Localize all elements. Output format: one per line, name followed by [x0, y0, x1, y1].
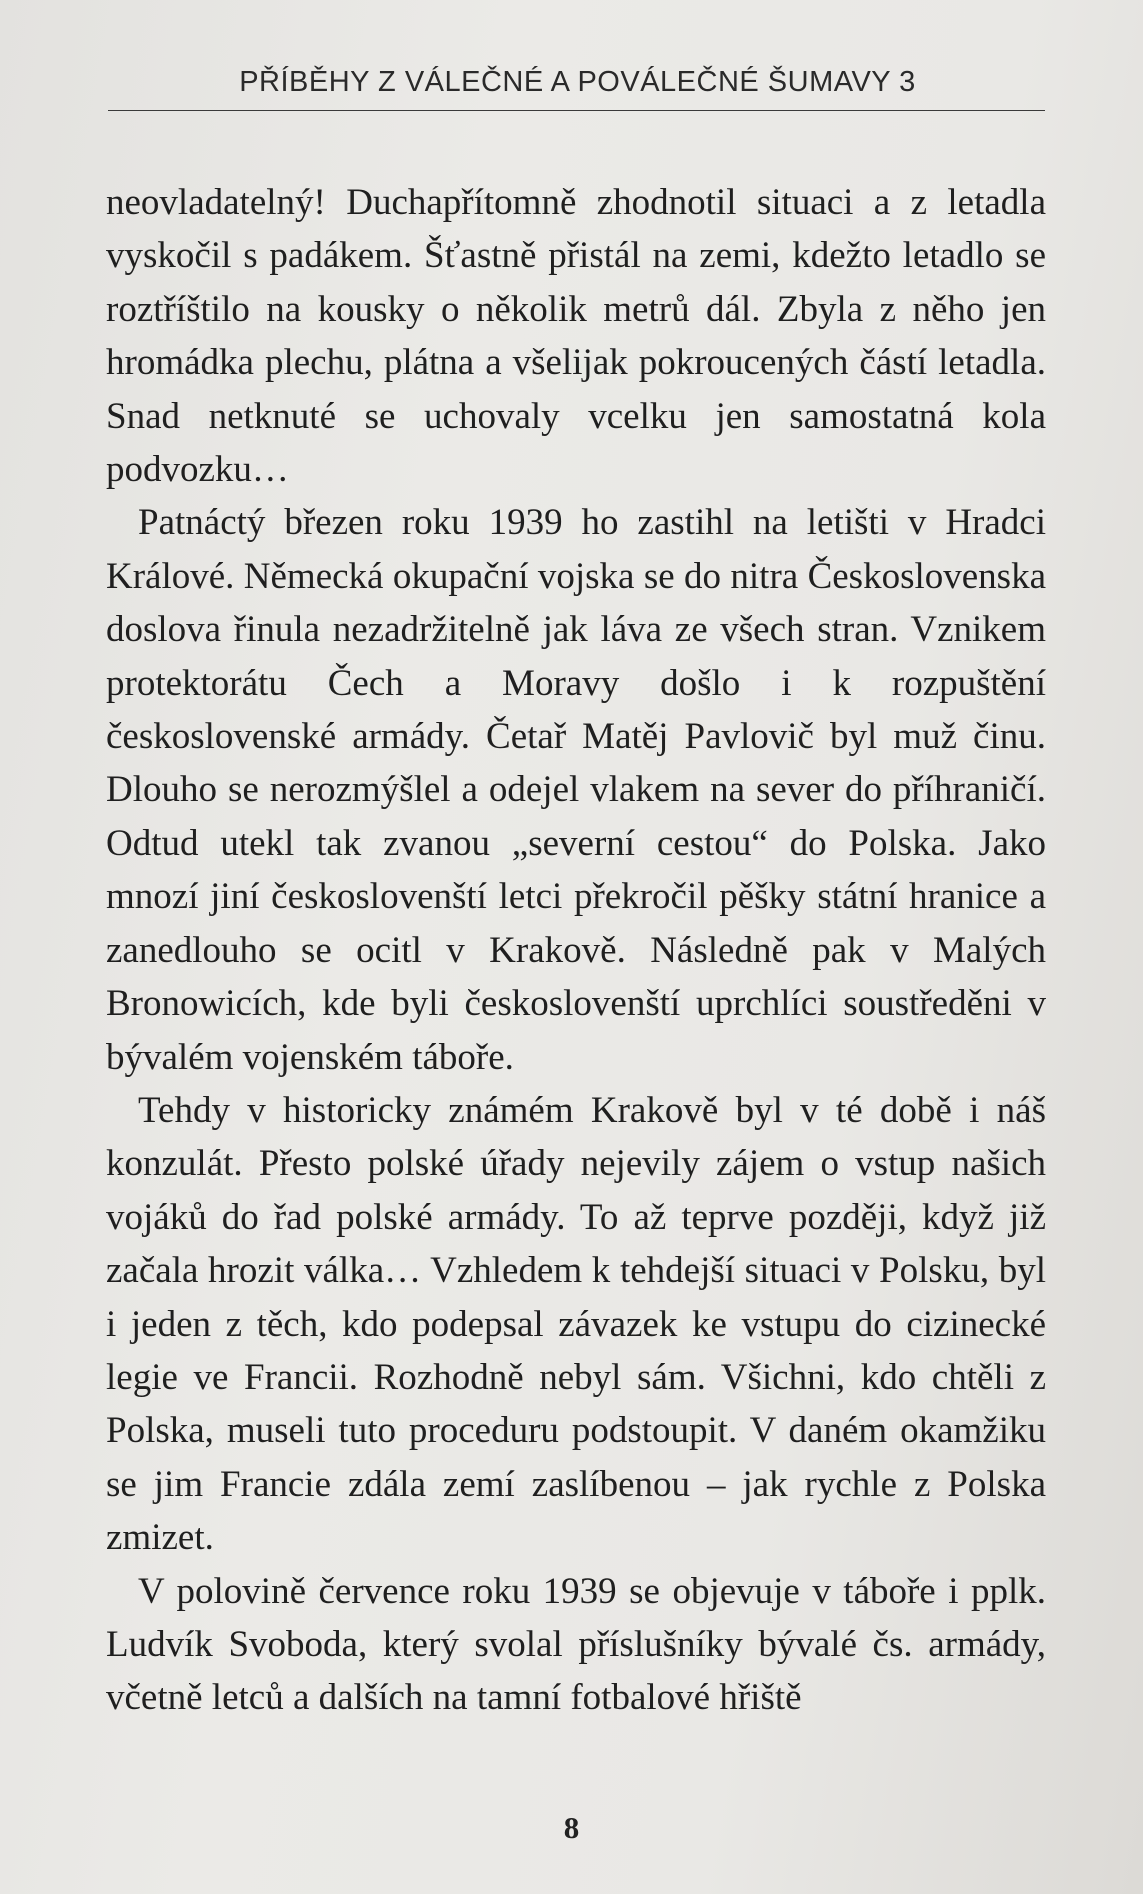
- paragraph-2: Patnáctý březen roku 1939 ho zastihl na letišti v Hradci Králové. Německá okupační vojska se do nitra Československa doslova řinula nezadržitelně jak láva ze všech stran. Vznikem protektorátu Čech a Moravy došlo i k rozpuštění československé armády. Četař Matěj Pavlovič byl muž činu. Dlouho se nerozmýšlel a odejel vlakem na sever do příhraničí. Odtud utekl tak zvanou „severní cestou“ do Polska. Jako mnozí jiní českoslovenští letci překročil pěšky státní hranice a zanedlouho se ocitl v Krakově. Následně pak v Malých Bronowicích, kde byli českoslovenští uprchlíci soustředěni v bývalém vojenském táboře.: [106, 502, 1046, 1078]
- paragraph-1: neovladatelný! Duchapřítomně zhodnotil situaci a z letadla vyskočil s padákem. Šťastně přistál na zemi, kdežto letadlo se roztříštilo na kousky o několik metrů dál. Zbyla z něho jen hromádka plechu, plátna a všelijak pokroucených částí letadla. Snad netknuté se uchovaly vcelku jen samostatná kola podvozku…: [106, 182, 1046, 491]
- paragraph-4: V polovině července roku 1939 se objevuje v táboře i pplk. Ludvík Svoboda, který svolal příslušníky bývalé čs. armády, včetně letců a dalších na tamní fotbalové hřiště: [106, 1570, 1046, 1719]
- body-text: [106, 176, 1046, 1725]
- page-number: 8: [563, 1810, 580, 1845]
- header-rule: [108, 110, 1045, 111]
- paragraph-3: Tehdy v historicky známém Krakově byl v té době i náš konzulát. Přesto polské úřady nejevily zájem o vstup našich vojáků do řad polské armády. To až teprve později, když již začala hrozit válka… Vzhledem k tehdejší situaci v Polsku, byl i jeden z těch, kdo podepsal závazek ke vstupu do cizinecké legie ve Francii. Rozhodně nebyl sám. Všichni, kdo chtěli z Polska, museli tuto proceduru podstoupit. V daném okamžiku se jim Francie zdála zemí zaslíbenou – jak rychle z Polska zmizet.: [106, 1089, 1046, 1559]
- running-head: PŘÍBĚHY Z VÁLEČNÉ A POVÁLEČNÉ ŠUMAVY 3: [239, 66, 916, 98]
